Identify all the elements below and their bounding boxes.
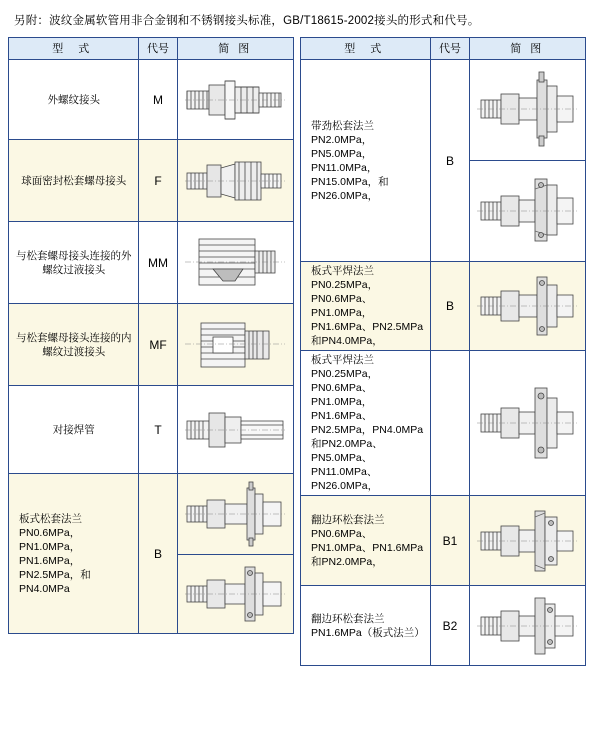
row-type-cell <box>301 351 431 496</box>
plate-lap-joint-flange-icon-b <box>178 555 293 633</box>
plate-slip-on-flange-2-icon <box>470 378 585 468</box>
ribbed-lap-joint-flange-icon-a <box>470 60 585 161</box>
row-type-label: 板式松套法兰 <box>19 512 82 525</box>
row-type-label: 球面密封松套螺母接头 <box>9 140 139 222</box>
row-type-cell <box>301 60 431 262</box>
row-code-label: T <box>139 386 177 474</box>
table-row <box>301 262 586 351</box>
row-code-label: M <box>139 60 177 140</box>
row-figure-cell <box>177 60 293 140</box>
row-figure-cell <box>177 222 293 304</box>
spherical-seal-union-nut-icon <box>178 150 293 212</box>
column-header-code: 代号 <box>431 38 469 60</box>
page-title: 另附：波纹金属软管用非合金钢和不锈钢接头标准，GB/T18615-2002接头的形式和代号。 <box>14 15 480 27</box>
left-table <box>8 37 294 634</box>
row-type-label: 带劲松套法兰 <box>311 119 374 132</box>
row-type-label: 板式平焊法兰 <box>311 354 374 366</box>
flared-ring-lap-flange-icon <box>470 503 585 579</box>
row-figure-cell <box>177 140 293 222</box>
table-row <box>301 496 586 586</box>
row-code-label: MM <box>139 222 177 304</box>
row-figure-cell <box>177 474 293 634</box>
row-figure-cell <box>469 586 585 666</box>
table-row <box>301 586 586 666</box>
row-type-cell <box>9 474 139 634</box>
row-code-label <box>431 351 469 496</box>
plate-lap-joint-flange-icon-a <box>178 474 293 555</box>
butt-weld-pipe-icon <box>178 399 293 461</box>
row-type-sublabel: PN0.25MPa，PN0.6MPa、PN1.0MPa，PN1.6MPa、PN2.5MPa，PN4.0MPa 和PN2.0MPa、PN5.0MPa、PN11.0MPa、PN26.0MPa， <box>311 368 424 492</box>
row-type-label: 翻边环松套法兰 <box>311 513 385 526</box>
row-code-label: B1 <box>431 496 469 586</box>
table-row <box>9 60 294 140</box>
row-type-label: 对接焊管 <box>9 386 139 474</box>
row-code-label: MF <box>139 304 177 386</box>
row-type-sublabel: PN2.0MPa，PN5.0MPa，PN11.0MPa，PN15.0MPa，和PN26.0MPa， <box>311 133 389 202</box>
row-type-label: 板式平焊法兰 <box>311 265 374 277</box>
flared-ring-lap-flange-b2-icon <box>470 592 585 660</box>
column-header-figure: 简 图 <box>177 38 293 60</box>
row-type-cell <box>301 496 431 586</box>
row-figure-cell <box>469 60 585 262</box>
row-type-sublabel: PN0.6MPa，PN1.0MPa，PN1.6MPa，PN2.5MPa，和PN4.0MPa <box>19 526 91 595</box>
row-type-cell <box>301 262 431 351</box>
table-row <box>9 222 294 304</box>
column-header-type: 型 式 <box>9 38 139 60</box>
row-type-sublabel: PN0.6MPa、PN1.0MPa、PN1.6MPa和PN2.0MPa， <box>311 527 424 568</box>
table-header-row <box>301 38 586 60</box>
table-row <box>9 386 294 474</box>
row-type-label: 与松套螺母接头连接的内螺纹过渡接头 <box>9 304 139 386</box>
row-figure-cell <box>469 496 585 586</box>
row-type-label: 外螺纹接头 <box>9 60 139 140</box>
row-code-label: F <box>139 140 177 222</box>
row-code-label: B2 <box>431 586 469 666</box>
row-code-label: B <box>431 60 469 262</box>
row-type-cell <box>301 586 431 666</box>
male-thread-transition-icon <box>178 231 293 295</box>
row-figure-cell <box>469 351 585 496</box>
plate-slip-on-flange-icon <box>470 269 585 343</box>
table-row <box>9 140 294 222</box>
table-header-row <box>9 38 294 60</box>
column-header-type: 型 式 <box>301 38 431 60</box>
table-row <box>301 351 586 496</box>
row-figure-cell <box>177 304 293 386</box>
table-row <box>9 304 294 386</box>
right-table <box>300 37 586 666</box>
row-type-label: 与松套螺母接头连接的外螺纹过液接头 <box>9 222 139 304</box>
female-thread-transition-icon <box>178 313 293 377</box>
row-code-label: B <box>431 262 469 351</box>
column-header-figure: 简 图 <box>469 38 585 60</box>
row-figure-cell <box>177 386 293 474</box>
table-row <box>301 60 586 262</box>
row-type-label: 翻边环松套法兰 <box>311 612 385 625</box>
row-type-sublabel: PN0.25MPa，PN0.6MPa、PN1.0MPa，PN1.6MPa、PN2.5MPa和PN4.0MPa， <box>311 279 424 347</box>
row-type-sublabel: PN1.6MPa（板式法兰） <box>311 626 425 639</box>
row-figure-cell <box>469 262 585 351</box>
male-thread-fitting-icon <box>178 69 293 131</box>
table-row <box>9 474 294 634</box>
tables-container <box>0 37 600 666</box>
ribbed-lap-joint-flange-icon-b <box>470 161 585 261</box>
column-header-code: 代号 <box>139 38 177 60</box>
row-code-label: B <box>139 474 177 634</box>
